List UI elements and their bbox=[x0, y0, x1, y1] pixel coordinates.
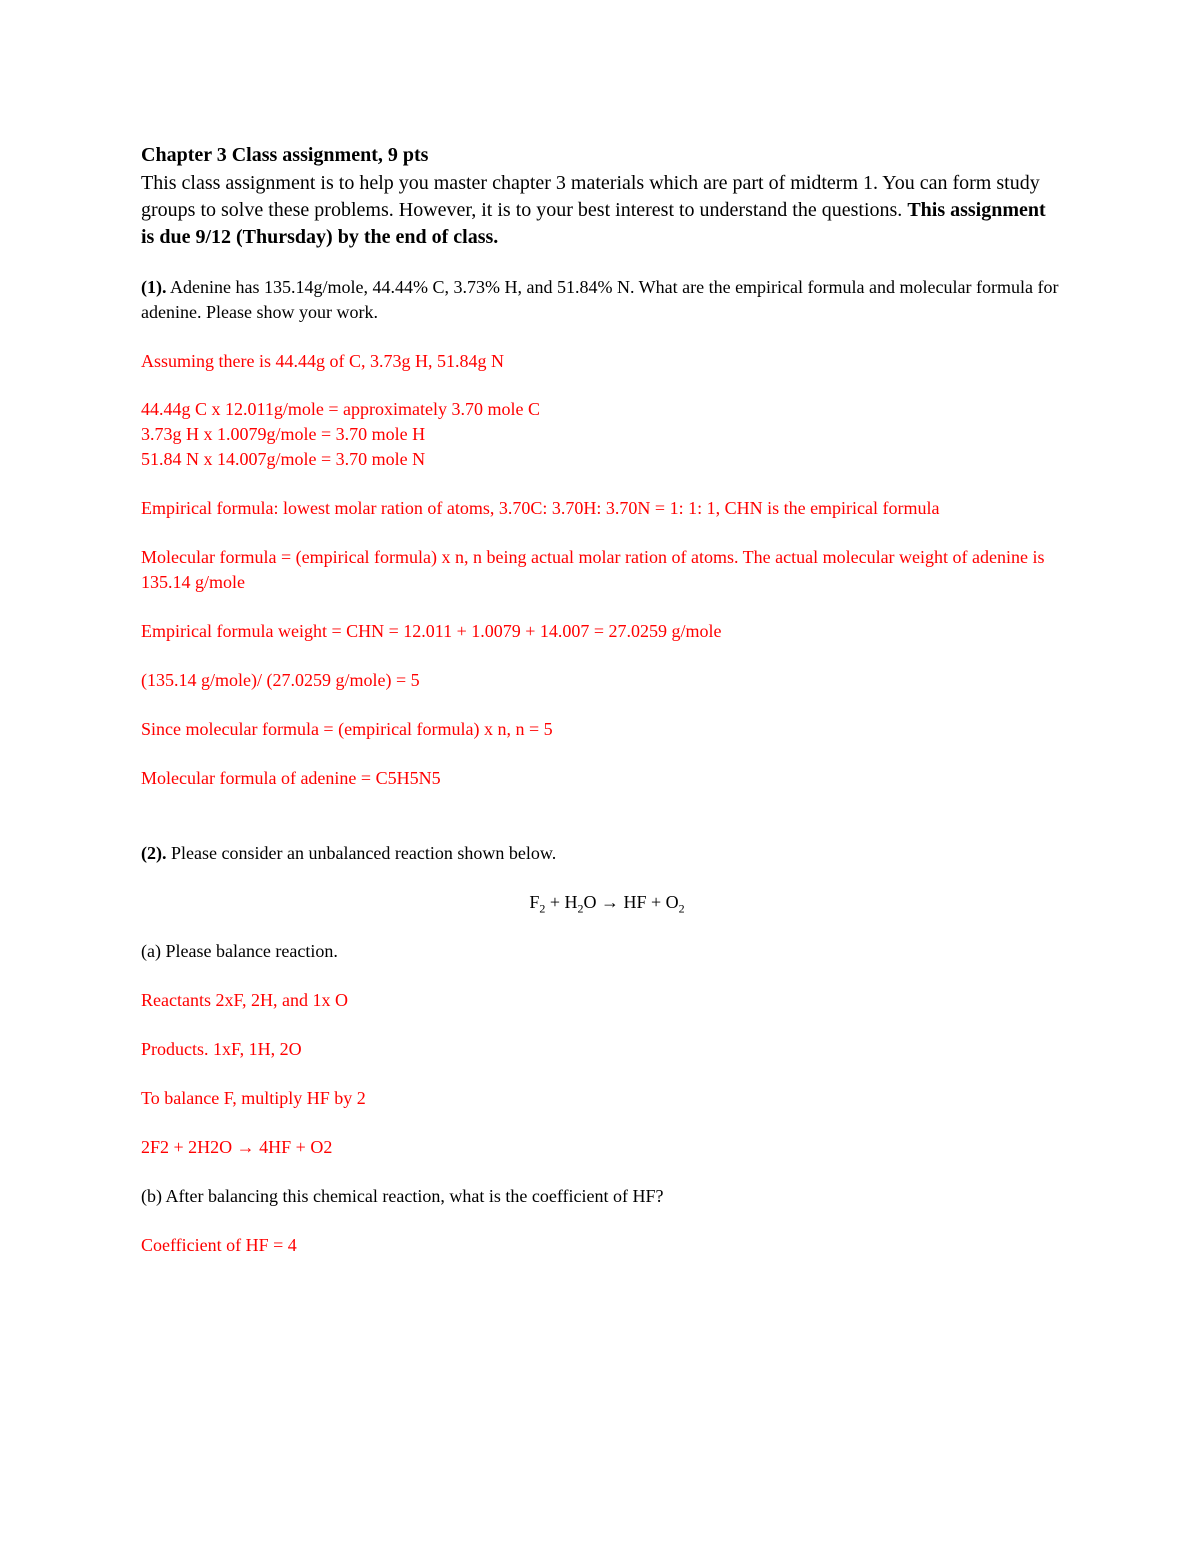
answer-empirical-formula: Empirical formula: lowest molar ration of atoms, 3.70C: 3.70H: 3.70N = 1: 1: 1, CHN is the empirical formula bbox=[141, 498, 940, 518]
answer-molecular-definition: Molecular formula = (empirical formula) x n, n being actual molar ration of atoms. The actual molecular weight of adenine is 135.14 g/mole bbox=[141, 547, 1045, 592]
equation-f: F bbox=[529, 892, 540, 912]
equation-plus-h: + H bbox=[545, 892, 578, 912]
document-content bbox=[141, 140, 1061, 1258]
equation-products: O → HF + O bbox=[583, 892, 679, 912]
equation-f-subscript: 2 bbox=[539, 901, 546, 916]
question-1-number: (1). bbox=[141, 277, 167, 297]
answer-molecular-result: Molecular formula of adenine = C5H5N5 bbox=[141, 768, 441, 788]
answer-calc-nitrogen: 51.84 N x 14.007g/mole = 3.70 mole N bbox=[141, 449, 426, 469]
question-1 bbox=[141, 275, 1061, 325]
equation-o-subscript: 2 bbox=[678, 901, 685, 916]
question-2-number: (2). bbox=[141, 843, 167, 863]
intro-paragraph bbox=[141, 170, 1061, 251]
answer-balanced-equation: 2F2 + 2H2O → 4HF + O2 bbox=[141, 1137, 333, 1157]
question-2-text: Please consider an unbalanced reaction shown below. bbox=[166, 843, 557, 863]
intro-text: This class assignment is to help you master chapter 3 materials which are part of midterm 1. You can form study groups to solve these problems. However, it is to your best interest to understand the questions. bbox=[141, 172, 1040, 221]
question-2 bbox=[141, 841, 1061, 866]
equation-h-subscript: 2 bbox=[577, 901, 584, 916]
unbalanced-equation bbox=[141, 890, 1061, 915]
answer-empirical-weight: Empirical formula weight = CHN = 12.011 + 1.0079 + 14.007 = 27.0259 g/mole bbox=[141, 621, 722, 641]
answer-calc-carbon: 44.44g C x 12.011g/mole = approximately 3.70 mole C bbox=[141, 399, 540, 419]
answer-balance-f: To balance F, multiply HF by 2 bbox=[141, 1088, 366, 1108]
answer-coefficient: Coefficient of HF = 4 bbox=[141, 1235, 297, 1255]
question-1-text: Adenine has 135.14g/mole, 44.44% C, 3.73% H, and 51.84% N. What are the empirical formula and molecular formula for adenine. Please show your work. bbox=[141, 277, 1059, 322]
answer-products: Products. 1xF, 1H, 2O bbox=[141, 1039, 302, 1059]
answer-reactants: Reactants 2xF, 2H, and 1x O bbox=[141, 990, 349, 1010]
answer-calc-hydrogen: 3.73g H x 1.0079g/mole = 3.70 mole H bbox=[141, 424, 426, 444]
question-2a: (a) Please balance reaction. bbox=[141, 941, 338, 961]
due-date-text: This assignment is due 9/12 (Thursday) by the end of class. bbox=[141, 199, 1046, 248]
question-2b: (b) After balancing this chemical reaction, what is the coefficient of HF? bbox=[141, 1186, 664, 1206]
assignment-title: Chapter 3 Class assignment, 9 pts bbox=[141, 144, 429, 166]
answer-assumption: Assuming there is 44.44g of C, 3.73g H, 51.84g N bbox=[141, 351, 504, 371]
answer-since: Since molecular formula = (empirical formula) x n, n = 5 bbox=[141, 719, 553, 739]
answer-ratio: (135.14 g/mole)/ (27.0259 g/mole) = 5 bbox=[141, 670, 420, 690]
